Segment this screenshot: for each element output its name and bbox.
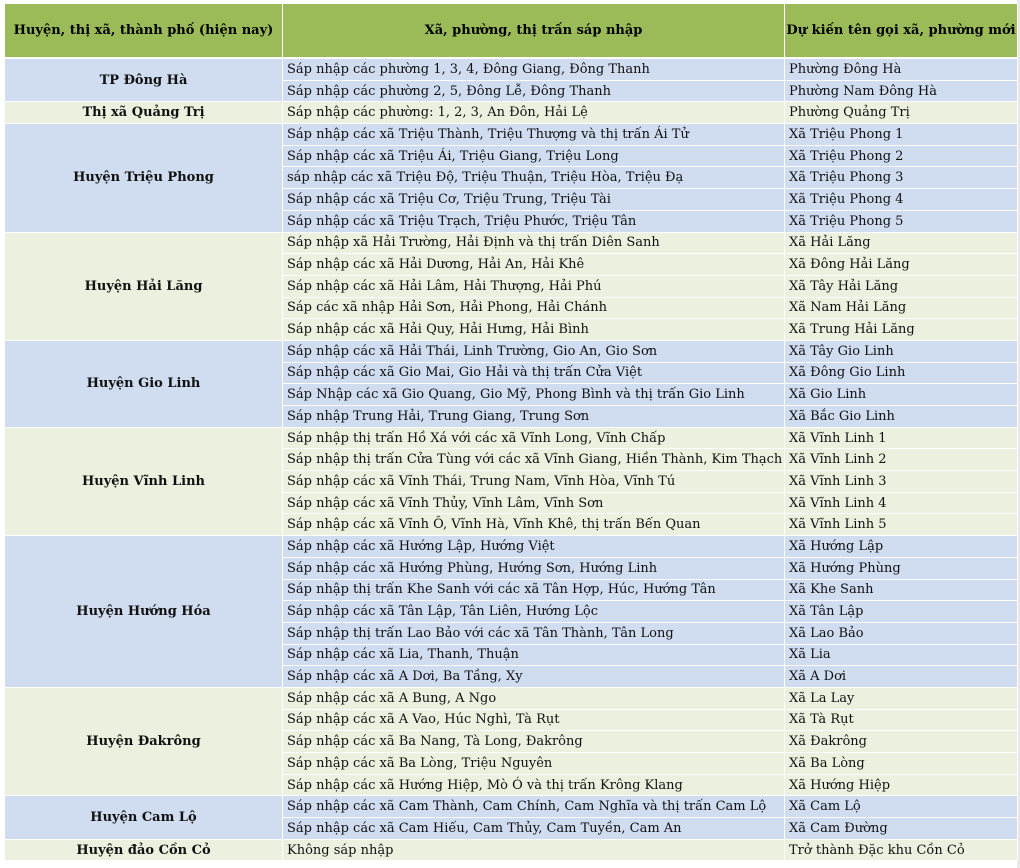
new-name-cell: Xã A Dơi: [785, 666, 1018, 688]
table-row: [5, 124, 1018, 146]
new-name-cell: Xã Tân Lập: [785, 601, 1018, 623]
new-name-cell: Xã Tây Hải Lăng: [785, 275, 1018, 297]
district-cell: Huyện Cam Lộ: [5, 796, 283, 839]
merged-units-cell: Sáp nhập các phường: 1, 2, 3, An Đôn, Hải Lệ: [283, 102, 785, 124]
table-body: [5, 58, 1018, 861]
new-name-cell: Xã Đông Hải Lăng: [785, 254, 1018, 276]
merged-units-cell: Sáp nhập các xã Vĩnh Thủy, Vĩnh Lâm, Vĩnh Sơn: [283, 492, 785, 514]
merged-units-cell: Sáp nhập các xã A Vao, Húc Nghì, Tà Rụt: [283, 709, 785, 731]
table-row: [5, 839, 1018, 861]
merged-units-cell: Sáp nhập các xã Hải Thái, Linh Trường, Gio An, Gio Sơn: [283, 340, 785, 362]
merged-units-cell: sáp nhập các xã Triệu Độ, Triệu Thuận, Triệu Hòa, Triệu Đạ: [283, 167, 785, 189]
new-name-cell: Xã Ba Lòng: [785, 753, 1018, 775]
merged-units-cell: Sáp nhập thị trấn Khe Sanh với các xã Tân Hợp, Húc, Hướng Tân: [283, 579, 785, 601]
merged-units-cell: Sáp nhập các xã Hải Dương, Hải An, Hải Khê: [283, 254, 785, 276]
table-row: [5, 687, 1018, 709]
new-name-cell: Xã Đông Gio Linh: [785, 362, 1018, 384]
new-name-cell: Phường Nam Đông Hà: [785, 80, 1018, 102]
merged-units-cell: Sáp nhập các xã Triệu Cơ, Triệu Trung, Triệu Tài: [283, 189, 785, 211]
table-row: [5, 427, 1018, 449]
table-header: [5, 4, 1018, 59]
merged-units-cell: Sáp nhập các xã Hải Lâm, Hải Thượng, Hải Phú: [283, 275, 785, 297]
merged-units-cell: Sáp nhập các xã Triệu Thành, Triệu Thượng và thị trấn Ái Tử: [283, 124, 785, 146]
merged-units-cell: Sáp nhập các xã Hướng Lập, Hướng Việt: [283, 536, 785, 558]
new-name-cell: Xã Nam Hải Lăng: [785, 297, 1018, 319]
header-district: Huyện, thị xã, thành phố (hiện nay): [5, 4, 283, 59]
district-cell: Huyện đảo Cồn Cỏ: [5, 839, 283, 861]
merged-units-cell: Sáp nhập các xã Triệu Ái, Triệu Giang, Triệu Long: [283, 145, 785, 167]
district-cell: TP Đông Hà: [5, 58, 283, 102]
new-name-cell: Xã Triệu Phong 3: [785, 167, 1018, 189]
new-name-cell: Xã Gio Linh: [785, 384, 1018, 406]
district-cell: Huyện Triệu Phong: [5, 124, 283, 232]
new-name-cell: Xã Vĩnh Linh 4: [785, 492, 1018, 514]
new-name-cell: Phường Quảng Trị: [785, 102, 1018, 124]
district-cell: Huyện Hải Lăng: [5, 232, 283, 340]
table-row: [5, 536, 1018, 558]
header-merged-units: Xã, phường, thị trấn sáp nhập: [283, 4, 785, 59]
new-name-cell: Xã Hướng Hiệp: [785, 774, 1018, 796]
new-name-cell: Xã La Lay: [785, 687, 1018, 709]
merged-units-cell: Sáp nhập các xã Cam Hiếu, Cam Thủy, Cam Tuyền, Cam An: [283, 818, 785, 840]
merged-units-cell: Sáp nhập các xã Gio Mai, Gio Hải và thị trấn Cửa Việt: [283, 362, 785, 384]
new-name-cell: Xã Cam Đường: [785, 818, 1018, 840]
merged-units-cell: Sáp nhập xã Hải Trường, Hải Định và thị trấn Diên Sanh: [283, 232, 785, 254]
table-row: [5, 232, 1018, 254]
new-name-cell: Xã Lia: [785, 644, 1018, 666]
merged-units-cell: Sáp nhập các phường 2, 5, Đông Lễ, Đông Thanh: [283, 80, 785, 102]
new-name-cell: Xã Trung Hải Lăng: [785, 319, 1018, 341]
new-name-cell: Xã Hải Lăng: [785, 232, 1018, 254]
district-cell: Huyện Vĩnh Linh: [5, 427, 283, 535]
merged-units-cell: Sáp nhập các phường 1, 3, 4, Đông Giang, Đông Thanh: [283, 58, 785, 80]
new-name-cell: Xã Vĩnh Linh 2: [785, 449, 1018, 471]
header-new-name: Dự kiến tên gọi xã, phường mới: [785, 4, 1018, 59]
merged-units-cell: Sáp nhập các xã Vĩnh Thái, Trung Nam, Vĩnh Hòa, Vĩnh Tú: [283, 471, 785, 493]
new-name-cell: Xã Triệu Phong 1: [785, 124, 1018, 146]
new-name-cell: Xã Cam Lộ: [785, 796, 1018, 818]
table-row: [5, 102, 1018, 124]
new-name-cell: Xã Tây Gio Linh: [785, 340, 1018, 362]
merged-units-cell: Sáp nhập Trung Hải, Trung Giang, Trung Sơn: [283, 406, 785, 428]
new-name-cell: Xã Lao Bảo: [785, 622, 1018, 644]
merge-plan-table: [4, 3, 1018, 861]
district-cell: Huyện Đakrông: [5, 687, 283, 795]
merged-units-cell: Sáp nhập các xã A Dơi, Ba Tầng, Xy: [283, 666, 785, 688]
new-name-cell: Xã Khe Sanh: [785, 579, 1018, 601]
new-name-cell: Xã Hướng Phùng: [785, 557, 1018, 579]
new-name-cell: Phường Đông Hà: [785, 58, 1018, 80]
new-name-cell: Xã Triệu Phong 2: [785, 145, 1018, 167]
merged-units-cell: Sáp nhập các xã A Bung, A Ngo: [283, 687, 785, 709]
new-name-cell: Trở thành Đặc khu Cồn Cỏ: [785, 839, 1018, 861]
merged-units-cell: Sáp nhập các xã Hướng Hiệp, Mò Ó và thị trấn Krông Klang: [283, 774, 785, 796]
merged-units-cell: Sáp Nhập các xã Gio Quang, Gio Mỹ, Phong Bình và thị trấn Gio Linh: [283, 384, 785, 406]
table-row: [5, 58, 1018, 80]
new-name-cell: Xã Vĩnh Linh 3: [785, 471, 1018, 493]
new-name-cell: Xã Vĩnh Linh 1: [785, 427, 1018, 449]
new-name-cell: Xã Đakrông: [785, 731, 1018, 753]
merged-units-cell: Sáp nhập các xã Cam Thành, Cam Chính, Cam Nghĩa và thị trấn Cam Lộ: [283, 796, 785, 818]
merged-units-cell: Sáp nhập các xã Ba Lòng, Triệu Nguyên: [283, 753, 785, 775]
new-name-cell: Xã Bắc Gio Linh: [785, 406, 1018, 428]
merged-units-cell: Sáp nhập thị trấn Lao Bảo với các xã Tân Thành, Tân Long: [283, 622, 785, 644]
new-name-cell: Xã Tà Rụt: [785, 709, 1018, 731]
merged-units-cell: Sáp nhập các xã Hải Quy, Hải Hưng, Hải Bình: [283, 319, 785, 341]
district-cell: Thị xã Quảng Trị: [5, 102, 283, 124]
merged-units-cell: Sáp nhập thị trấn Cửa Tùng với các xã Vĩnh Giang, Hiền Thành, Kim Thạch: [283, 449, 785, 471]
merged-units-cell: Sáp nhập các xã Triệu Trạch, Triệu Phước, Triệu Tân: [283, 210, 785, 232]
new-name-cell: Xã Hướng Lập: [785, 536, 1018, 558]
merged-units-cell: Sáp nhập thị trấn Hồ Xá với các xã Vĩnh Long, Vĩnh Chấp: [283, 427, 785, 449]
district-cell: Huyện Gio Linh: [5, 340, 283, 427]
new-name-cell: Xã Triệu Phong 5: [785, 210, 1018, 232]
merged-units-cell: Không sáp nhập: [283, 839, 785, 861]
header-row: [5, 4, 1018, 59]
merged-units-cell: Sáp nhập các xã Tân Lập, Tân Liên, Hướng Lộc: [283, 601, 785, 623]
new-name-cell: Xã Triệu Phong 4: [785, 189, 1018, 211]
table-row: [5, 796, 1018, 818]
new-name-cell: Xã Vĩnh Linh 5: [785, 514, 1018, 536]
merged-units-cell: Sáp nhập các xã Vĩnh Ô, Vĩnh Hà, Vĩnh Khê, thị trấn Bến Quan: [283, 514, 785, 536]
district-cell: Huyện Hướng Hóa: [5, 536, 283, 688]
merged-units-cell: Sáp nhập các xã Ba Nang, Tà Long, Đakrông: [283, 731, 785, 753]
table-row: [5, 340, 1018, 362]
merged-units-cell: Sáp các xã nhập Hải Sơn, Hải Phong, Hải Chánh: [283, 297, 785, 319]
merged-units-cell: Sáp nhập các xã Lia, Thanh, Thuận: [283, 644, 785, 666]
merged-units-cell: Sáp nhập các xã Hướng Phùng, Hướng Sơn, Hướng Linh: [283, 557, 785, 579]
